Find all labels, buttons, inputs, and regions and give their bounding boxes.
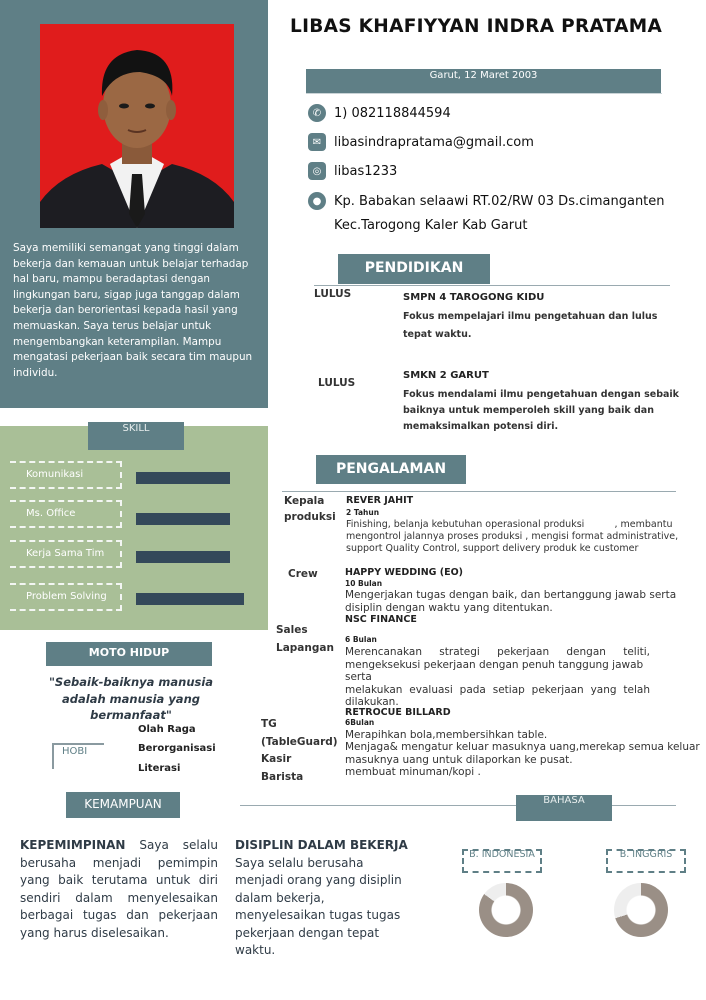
edu-desc-1a: Fokus mempelajari ilmu pengetahuan dan lulus: [403, 311, 658, 322]
instagram-text: libas1233: [334, 163, 398, 179]
ability-discipline-text: Saya selalu berusaha menjadi orang yang disiplin dalam bekerja, menyelesaikan tugas tugas pekerjaan dengan tepat waktu.: [235, 855, 402, 957]
birth-info: Garut, 12 Maret 2003: [306, 69, 661, 93]
lang-label-indonesia: B. INDONESIA: [462, 849, 542, 873]
address-line2: Kec.Tarogong Kaler Kab Garut: [334, 218, 528, 233]
instagram-icon: ◎: [308, 162, 326, 180]
exp-role-4-line4: Barista: [261, 770, 304, 783]
kemampuan-header: KEMAMPUAN: [66, 792, 180, 818]
divider: [282, 491, 676, 492]
skill-label-kerja-sama-tim: Kerja Sama Tim: [10, 540, 122, 568]
exp-desc-3: [345, 646, 650, 709]
edu-desc-2c: memaksimalkan potensi diri.: [403, 421, 559, 432]
moto-header: MOTO HIDUP: [46, 642, 212, 666]
bahasa-header: BAHASA: [516, 795, 612, 821]
exp-role-3-line2: Lapangan: [276, 642, 334, 654]
lang-label-inggris: B. INGGRIS: [606, 849, 686, 873]
exp-desc-2-line: disiplin dengan waktu yang ditentukan.: [345, 601, 553, 614]
exp-role-4-line3: Kasir: [261, 753, 292, 765]
divider: [306, 93, 662, 94]
hobi-label: HOBI: [52, 743, 104, 769]
address-line1: Kp. Babakan selaawi RT.02/RW 03 Ds.cimanganten: [334, 193, 665, 209]
person-portrait-icon: [40, 24, 234, 228]
ability-leadership: [20, 837, 218, 942]
exp-duration-3: 6 Bulan: [345, 635, 377, 644]
skill-label-ms-office: Ms. Office: [10, 500, 122, 528]
skill-bar-kerja-sama-tim: [136, 551, 230, 563]
contact-email: [308, 133, 534, 151]
skill-bar-komunikasi: [136, 472, 230, 484]
exp-desc-4-line: membuat minuman/kopi .: [345, 765, 481, 778]
contact-address: [308, 192, 665, 210]
exp-company-4: RETROCUE BILLARD: [345, 707, 451, 718]
email-icon: ✉: [308, 133, 326, 151]
hobi-item: Literasi: [138, 763, 181, 774]
skill-bar-ms-office: [136, 513, 230, 525]
whatsapp-icon: ✆: [308, 104, 326, 122]
exp-role-4-line1: TG: [261, 718, 277, 730]
lang-ring-indonesia: [479, 883, 533, 937]
exp-company-3: NSC FINANCE: [345, 614, 417, 625]
full-name: LIBAS KHAFIYYAN INDRA PRATAMA: [290, 16, 663, 37]
exp-role-4: [261, 716, 338, 786]
divider: [314, 285, 670, 286]
ability-discipline: [235, 837, 413, 960]
education-header: PENDIDIKAN: [338, 254, 490, 284]
exp-role-2: Crew: [288, 568, 318, 580]
skill-label-problem-solving: Problem Solving: [10, 583, 122, 611]
hobi-item: Olah Raga: [138, 724, 196, 735]
exp-desc-4-line: masuknya uang untuk dilaporkan ke pusat.: [345, 753, 573, 766]
contact-instagram: [308, 162, 397, 180]
edu-school-2: SMKN 2 GARUT: [403, 370, 489, 381]
exp-role-1-line1: Kepala: [284, 495, 325, 507]
skill-label-komunikasi: Komunikasi: [10, 461, 122, 489]
exp-desc-2-line: Mengerjakan tugas dengan baik, dan bertanggung jawab serta: [345, 589, 677, 601]
exp-desc-1: [346, 519, 678, 556]
ability-leadership-text: Saya selalu berusaha menjadi pemimpin yang baik terutama untuk diri sendiri dalam menyelesaikan berbagai tugas dan pekerjaan yang harus diselesaikan.: [20, 838, 218, 940]
skill-bar-problem-solving: [136, 593, 244, 605]
exp-role-3-line1: Sales: [276, 624, 308, 636]
exp-desc-4-line: Merapihkan bola,membersihkan table.: [345, 729, 548, 741]
exp-desc-3-line: melakukan evaluasi pada setiap pekerjaan yang telah: [345, 683, 650, 696]
ability-discipline-title: DISIPLIN DALAM BEKERJA: [235, 838, 408, 852]
profile-photo: [40, 24, 234, 228]
exp-desc-4: [345, 729, 700, 778]
skill-header: SKILL: [88, 422, 184, 450]
edu-desc-2a: Fokus mendalami ilmu pengetahuan dengan sebaik: [403, 389, 679, 400]
exp-duration-1: 2 Tahun: [346, 508, 380, 517]
hobi-item: Berorganisasi: [138, 743, 216, 754]
exp-duration-2: 10 Bulan: [345, 579, 383, 588]
contact-phone: [308, 104, 451, 122]
exp-role-3: [276, 621, 334, 657]
exp-desc-2: [345, 589, 676, 614]
location-pin-icon: ●: [308, 192, 326, 210]
exp-desc-1-line: mengontrol jalannya proses produksi , mengisi format administrative,: [346, 531, 679, 543]
exp-desc-3-line: dilakukan.: [345, 696, 399, 708]
exp-desc-3-line: mengeksekusi pekerjaan dengan penuh tanggung jawab serta: [345, 658, 644, 683]
experience-header: PENGALAMAN: [316, 455, 466, 484]
phone-text: 1) 082118844594: [334, 105, 451, 121]
exp-role-1-line2: produksi: [284, 511, 336, 523]
edu-label-2: LULUS: [318, 377, 356, 389]
edu-desc-2b: baiknya untuk memperoleh skill yang baik dan: [403, 405, 654, 416]
exp-desc-4-line: Menjaga& mengatur keluar masuknya uang,merekap semua keluar: [345, 741, 700, 754]
exp-desc-1-line: support Quality Control, support delivery produk ke customer: [346, 543, 639, 555]
edu-label-1: LULUS: [314, 288, 352, 300]
edu-school-1: SMPN 4 TAROGONG KIDU: [403, 292, 545, 303]
exp-desc-1-line: Finishing, belanja kebutuhan operasional produksi , membantu: [346, 519, 673, 530]
lang-ring-inggris: [614, 883, 668, 937]
exp-role-4-line2: (TableGuard): [261, 735, 338, 748]
exp-duration-4: 6Bulan: [345, 718, 375, 727]
moto-text: "Sebaik-baiknya manusia adalah manusia yang bermanfaat": [48, 675, 214, 722]
profile-summary: Saya memiliki semangat yang tinggi dalam bekerja dan kemauan untuk belajar terhadap hal baru, mampu beradaptasi dengan lingkungan baru, sigap juga tanggap dalam bekerja dan berorientasi kepada hasil yang memuaskan. Saya terus belajar untuk mengembangkan keterampilan. Mampu mengatasi pekerjaan baik secara tim maupun individu.: [13, 242, 253, 379]
exp-company-1: REVER JAHIT: [346, 495, 414, 506]
ability-leadership-title: KEPEMIMPINAN: [20, 838, 126, 852]
email-text: libasindrapratama@gmail.com: [334, 134, 534, 150]
exp-role-1: [284, 493, 336, 525]
edu-desc-1b: tepat waktu.: [403, 329, 472, 340]
exp-desc-3-line: Merencanakan strategi pekerjaan dengan teliti,: [345, 646, 650, 658]
exp-company-2: HAPPY WEDDING (EO): [345, 567, 463, 578]
